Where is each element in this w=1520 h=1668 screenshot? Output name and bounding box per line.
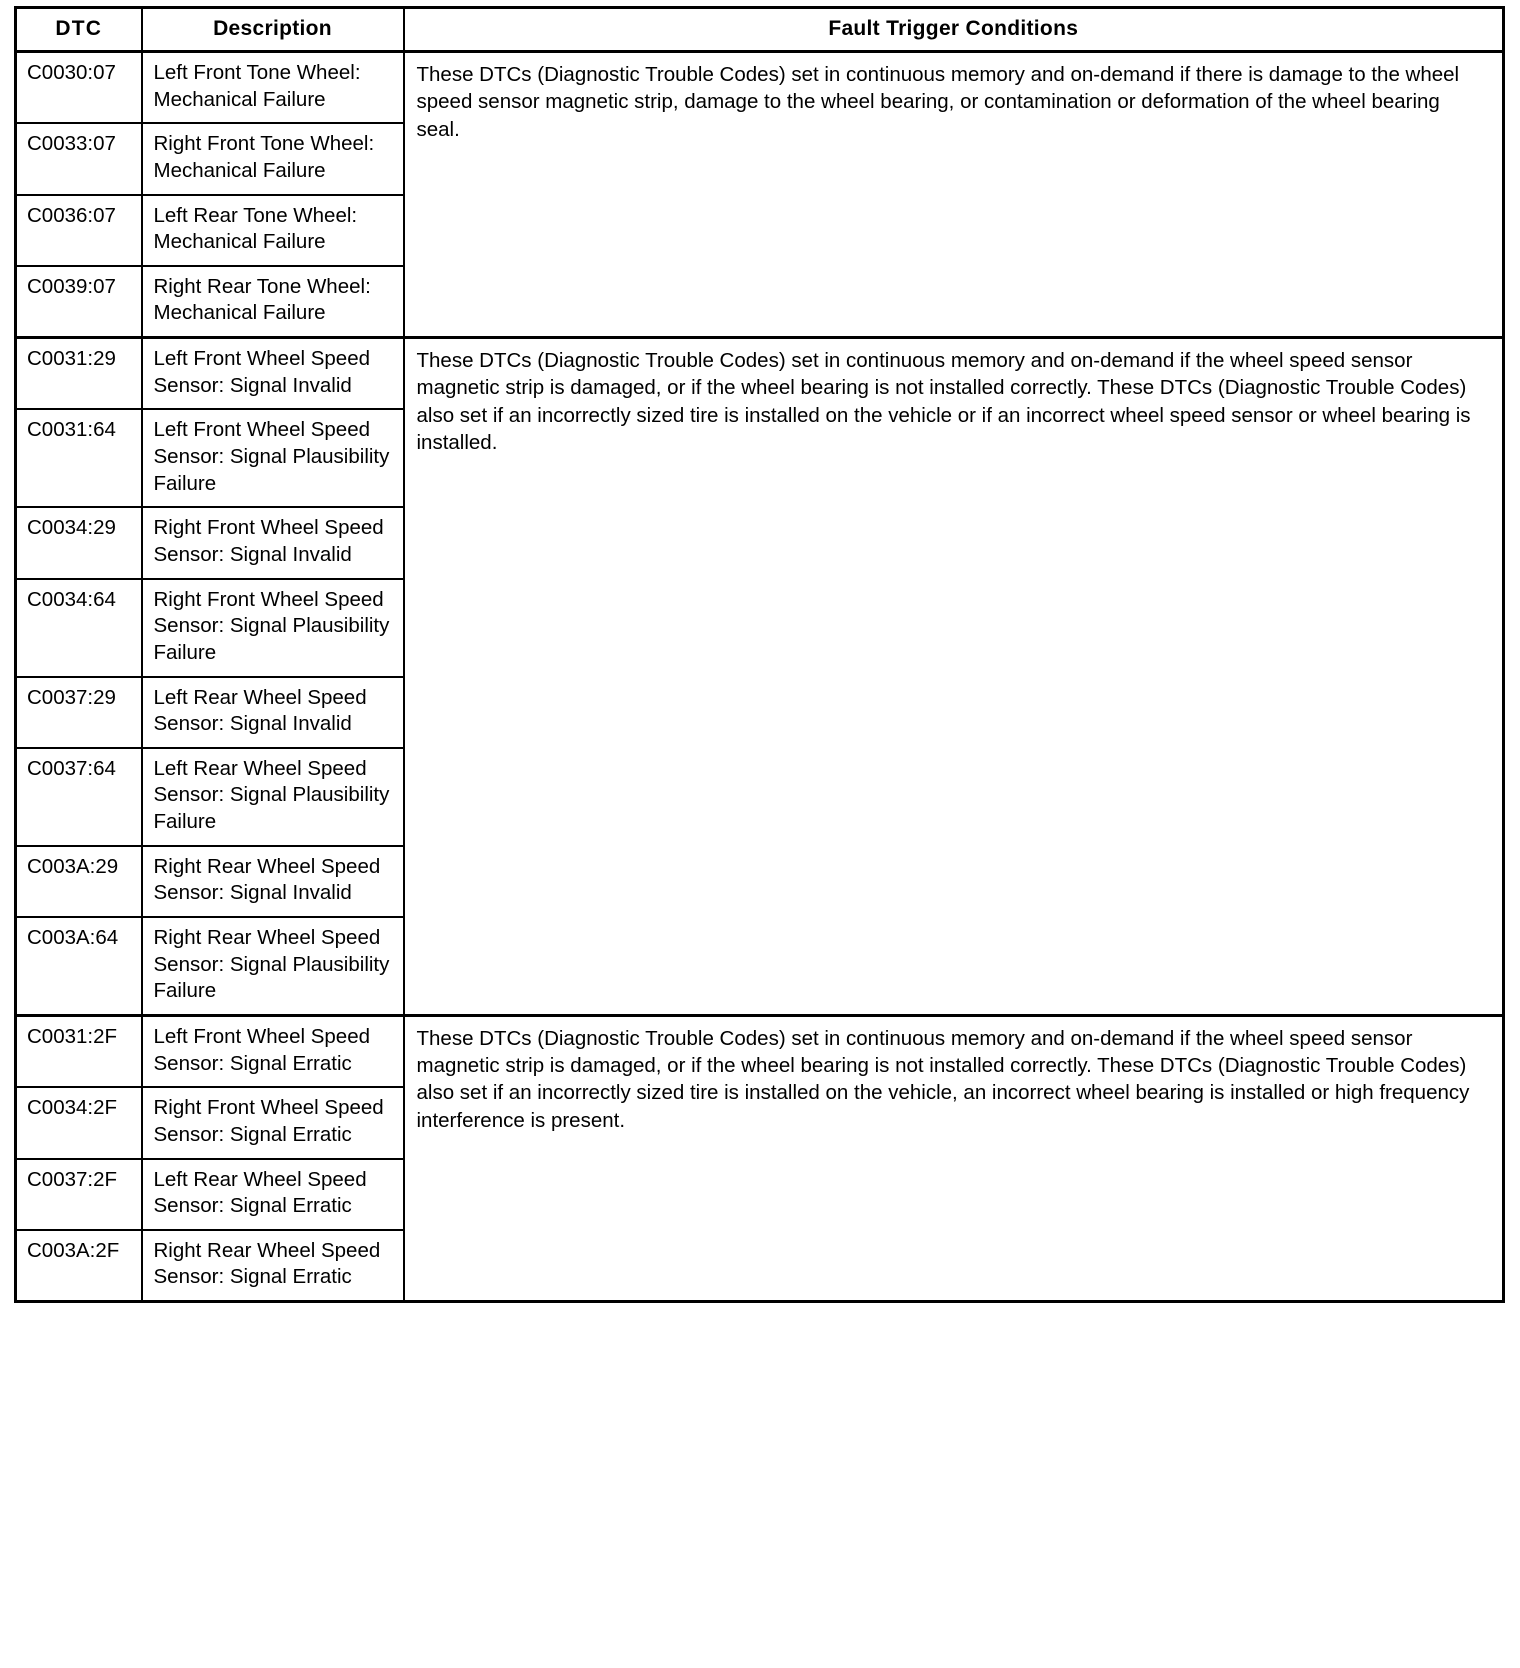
dtc-description: Left Rear Wheel Speed Sensor: Signal Erratic <box>142 1159 404 1230</box>
dtc-code: C0039:07 <box>16 266 142 338</box>
dtc-code: C0034:2F <box>16 1087 142 1158</box>
fault-trigger-condition: These DTCs (Diagnostic Trouble Codes) set in continuous memory and on-demand if the wheel speed sensor magnetic strip is damaged, or if the wheel bearing is not installed correctly. These DTCs (Diagnostic Trouble Codes) also set if an incorrectly sized tire is installed on the vehicle, an incorrect wheel bearing is installed or high frequency interference is present. <box>404 1015 1504 1301</box>
fault-trigger-condition: These DTCs (Diagnostic Trouble Codes) set in continuous memory and on-demand if there is damage to the wheel speed sensor magnetic strip, damage to the wheel bearing, or contamination or deformation of the wheel bearing seal. <box>404 52 1504 338</box>
dtc-code: C0031:64 <box>16 409 142 507</box>
fault-trigger-condition: These DTCs (Diagnostic Trouble Codes) set in continuous memory and on-demand if the wheel speed sensor magnetic strip is damaged, or if the wheel bearing is not installed correctly. These DTCs (Diagnostic Trouble Codes) also set if an incorrectly sized tire is installed on the vehicle or if an incorrect wheel speed sensor or wheel bearing is installed. <box>404 338 1504 1016</box>
dtc-description: Left Front Wheel Speed Sensor: Signal Erratic <box>142 1015 404 1087</box>
dtc-code: C0031:2F <box>16 1015 142 1087</box>
dtc-description: Left Front Tone Wheel: Mechanical Failure <box>142 52 404 124</box>
dtc-fault-table <box>14 6 1505 1303</box>
dtc-description: Right Front Wheel Speed Sensor: Signal Plausibility Failure <box>142 579 404 677</box>
dtc-description: Left Rear Tone Wheel: Mechanical Failure <box>142 195 404 266</box>
dtc-code: C0034:64 <box>16 579 142 677</box>
column-header-dtc: DTC <box>16 8 142 52</box>
dtc-code: C0033:07 <box>16 123 142 194</box>
dtc-code: C0030:07 <box>16 52 142 124</box>
dtc-description: Right Front Wheel Speed Sensor: Signal Invalid <box>142 507 404 578</box>
dtc-description: Right Rear Wheel Speed Sensor: Signal Invalid <box>142 846 404 917</box>
table-row <box>16 338 1504 410</box>
dtc-code: C0031:29 <box>16 338 142 410</box>
dtc-code: C0037:64 <box>16 748 142 846</box>
table-row <box>16 52 1504 124</box>
table-row <box>16 1015 1504 1087</box>
header-row <box>16 8 1504 52</box>
dtc-code: C003A:64 <box>16 917 142 1015</box>
dtc-description: Right Front Wheel Speed Sensor: Signal Erratic <box>142 1087 404 1158</box>
dtc-description: Left Front Wheel Speed Sensor: Signal Invalid <box>142 338 404 410</box>
dtc-description: Left Rear Wheel Speed Sensor: Signal Plausibility Failure <box>142 748 404 846</box>
dtc-description: Right Rear Wheel Speed Sensor: Signal Erratic <box>142 1230 404 1302</box>
dtc-code: C003A:2F <box>16 1230 142 1302</box>
dtc-description: Right Front Tone Wheel: Mechanical Failure <box>142 123 404 194</box>
column-header-description: Description <box>142 8 404 52</box>
dtc-description: Left Front Wheel Speed Sensor: Signal Plausibility Failure <box>142 409 404 507</box>
dtc-code: C0036:07 <box>16 195 142 266</box>
dtc-code: C0034:29 <box>16 507 142 578</box>
dtc-code: C0037:29 <box>16 677 142 748</box>
dtc-code: C0037:2F <box>16 1159 142 1230</box>
table-body <box>16 52 1504 1302</box>
dtc-code: C003A:29 <box>16 846 142 917</box>
table-header <box>16 8 1504 52</box>
dtc-description: Left Rear Wheel Speed Sensor: Signal Invalid <box>142 677 404 748</box>
column-header-fault-trigger-conditions: Fault Trigger Conditions <box>404 8 1504 52</box>
dtc-description: Right Rear Tone Wheel: Mechanical Failure <box>142 266 404 338</box>
dtc-description: Right Rear Wheel Speed Sensor: Signal Plausibility Failure <box>142 917 404 1015</box>
